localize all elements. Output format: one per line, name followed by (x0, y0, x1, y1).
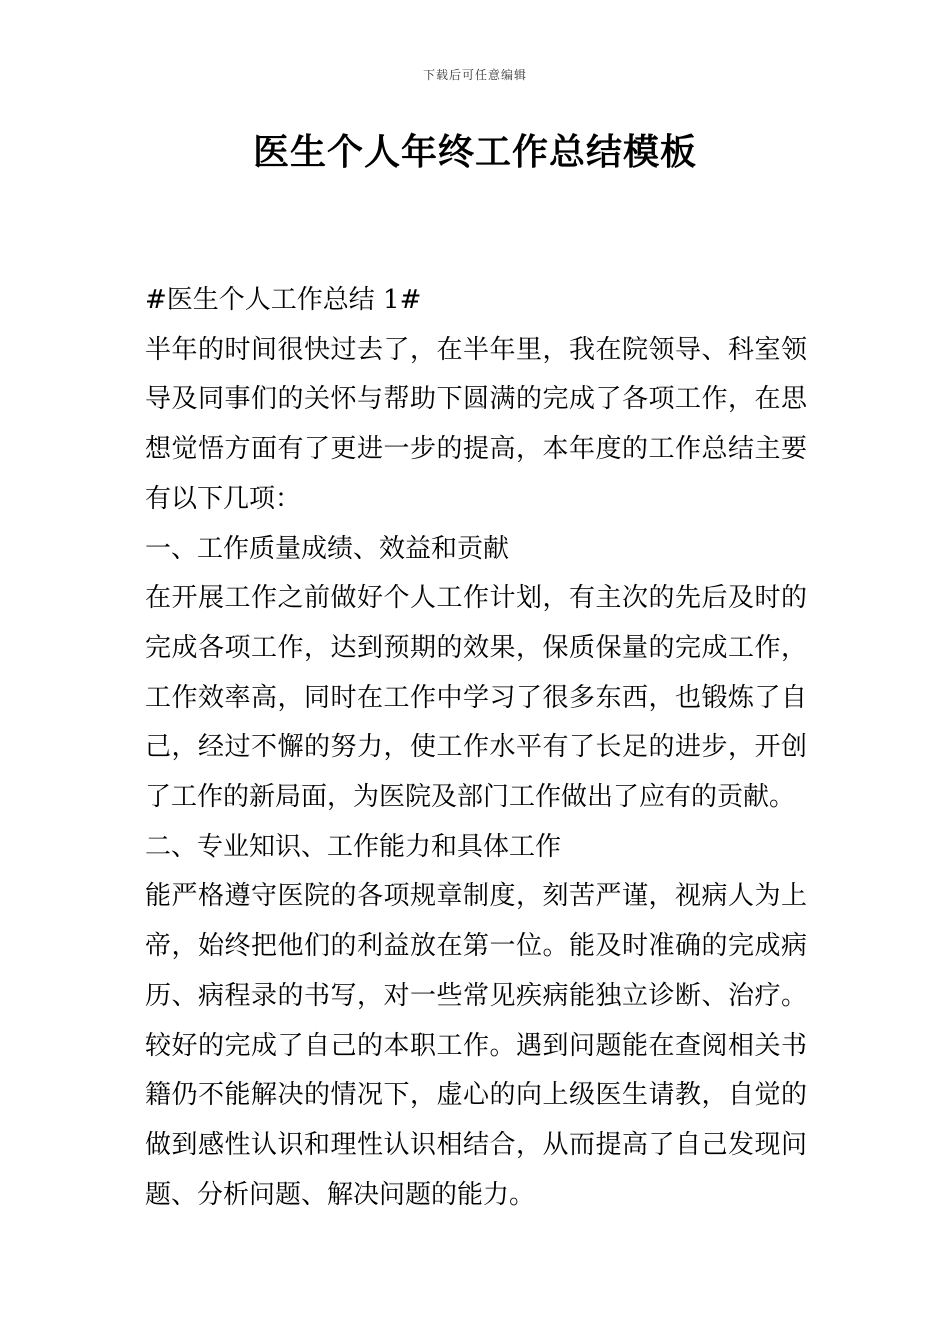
section-heading-summary-1: #医生个人工作总结 1# (145, 285, 422, 315)
document-title: 医生个人年终工作总结模板 (252, 132, 697, 173)
document-body (145, 276, 807, 1220)
section-heading-professional: 二、专业知识、工作能力和具体工作 (145, 831, 562, 862)
paragraph-intro: 半年的时间很快过去了，在半年里，我在院领导、科室领导及同事们的关怀与帮助下圆满的完成了各项工作，在思想觉悟方面有了更进一步的提高，本年度的工作总结主要有以下几项： (145, 334, 807, 514)
section-heading-quality: 一、工作质量成绩、效益和贡献 (145, 533, 510, 564)
page-header-note: 下载后可任意编辑 (422, 68, 527, 82)
paragraph-quality: 在开展工作之前做好个人工作计划，有主次的先后及时的完成各项工作，达到预期的效果，保质保量的完成工作，工作效率高，同时在工作中学习了很多东西，也锻炼了自己，经过不懈的努力，使工作水平有了长足的进步，开创了工作的新局面，为医院及部门工作做出了应有的贡献。 (145, 583, 807, 813)
paragraph-professional: 能严格遵守医院的各项规章制度，刻苦严谨，视病人为上帝，始终把他们的利益放在第一位。能及时准确的完成病历、病程录的书写，对一些常见疾病能独立诊断、治疗。较好的完成了自己的本职工作。遇到问题能在查阅相关书籍仍不能解决的情况下，虚心的向上级医生请教，自觉的做到感性认识和理性认识相结合，从而提高了自己发现问题、分析问题、解决问题的能力。 (145, 881, 807, 1210)
